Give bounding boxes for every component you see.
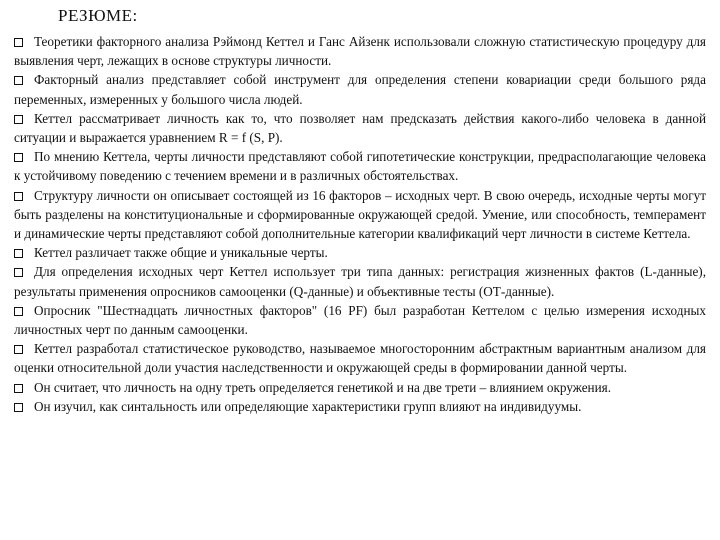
square-bullet-icon bbox=[14, 268, 23, 277]
list-item-text: Он изучил, как синтальность или определяющие характеристики групп влияют на индивидуумы. bbox=[34, 398, 582, 414]
list-item-text: Кеттел рассматривает личность как то, что позволяет нам предсказать действия какого-либо человека в данной ситуации и выражается уравнением R = f (S, P). bbox=[14, 110, 706, 146]
list-item-text: Кеттел разработал статистическое руководство, называемое многосторонним абстрактным вариантным анализом для оценки относительной доли участия наследственности и окружающей среды в формировании данной черты. bbox=[14, 341, 706, 376]
list-item bbox=[14, 243, 706, 262]
list-item bbox=[14, 186, 706, 244]
list-item-text: Для определения исходных черт Кеттел использует три типа данных: регистрация жизненных фактов (L-данные), результаты применения опросников самооценки (Q-данные) и объективные тесты (ОТ-данные). bbox=[14, 264, 706, 299]
list-item bbox=[14, 32, 706, 70]
list-item bbox=[14, 70, 706, 108]
list-item-text: Кеттел различает также общие и уникальные черты. bbox=[34, 245, 328, 261]
square-bullet-icon bbox=[14, 307, 23, 316]
list-item-text: Факторный анализ представляет собой инструмент для определения степени ковариации среди большого ряда переменных, измеренных у большого числа людей. bbox=[14, 72, 706, 107]
list-item-text: Опросник "Шестнадцать личностных факторов" (16 PF) был разработан Кеттелом с целью измерения исходных личностных черт по данным самооценки. bbox=[14, 302, 706, 338]
list-item bbox=[14, 378, 706, 397]
square-bullet-icon bbox=[14, 192, 23, 201]
list-item bbox=[14, 301, 706, 339]
square-bullet-icon bbox=[14, 153, 23, 162]
list-item-text: Он считает, что личность на одну треть определяется генетикой и на две трети – влиянием окружения. bbox=[34, 379, 612, 395]
square-bullet-icon bbox=[14, 38, 23, 47]
list-item bbox=[14, 109, 706, 147]
list-item bbox=[14, 147, 706, 185]
slide-title: РЕЗЮМЕ: bbox=[58, 6, 138, 25]
square-bullet-icon bbox=[14, 345, 23, 354]
list-item-text: Теоретики факторного анализа Рэймонд Кеттел и Ганс Айзенк использовали сложную статистическую процедуру для выявления черт, лежащих в основе структуры личности. bbox=[14, 34, 706, 69]
list-item bbox=[14, 397, 706, 416]
square-bullet-icon bbox=[14, 384, 23, 393]
list-item-text: Структуру личности он описывает состоящей из 16 факторов – исходных черт. В свою очередь, исходные черты могут быть разделены на конституциональные и сформированные окружающей средой. Умение, или способность, темперамент и динамические черты представляют собой дополнительные категории квалификаций черт личности в системе Кеттела. bbox=[14, 187, 706, 242]
list-item bbox=[14, 262, 706, 300]
square-bullet-icon bbox=[14, 403, 23, 412]
summary-list bbox=[14, 32, 706, 416]
list-item bbox=[14, 339, 706, 377]
square-bullet-icon bbox=[14, 115, 23, 124]
list-item-text: По мнению Кеттела, черты личности представляют собой гипотетические конструкции, предрасполагающие человека к устойчивому поведению с течением времени и в различных обстоятельствах. bbox=[14, 149, 706, 184]
square-bullet-icon bbox=[14, 249, 23, 258]
square-bullet-icon bbox=[14, 76, 23, 85]
